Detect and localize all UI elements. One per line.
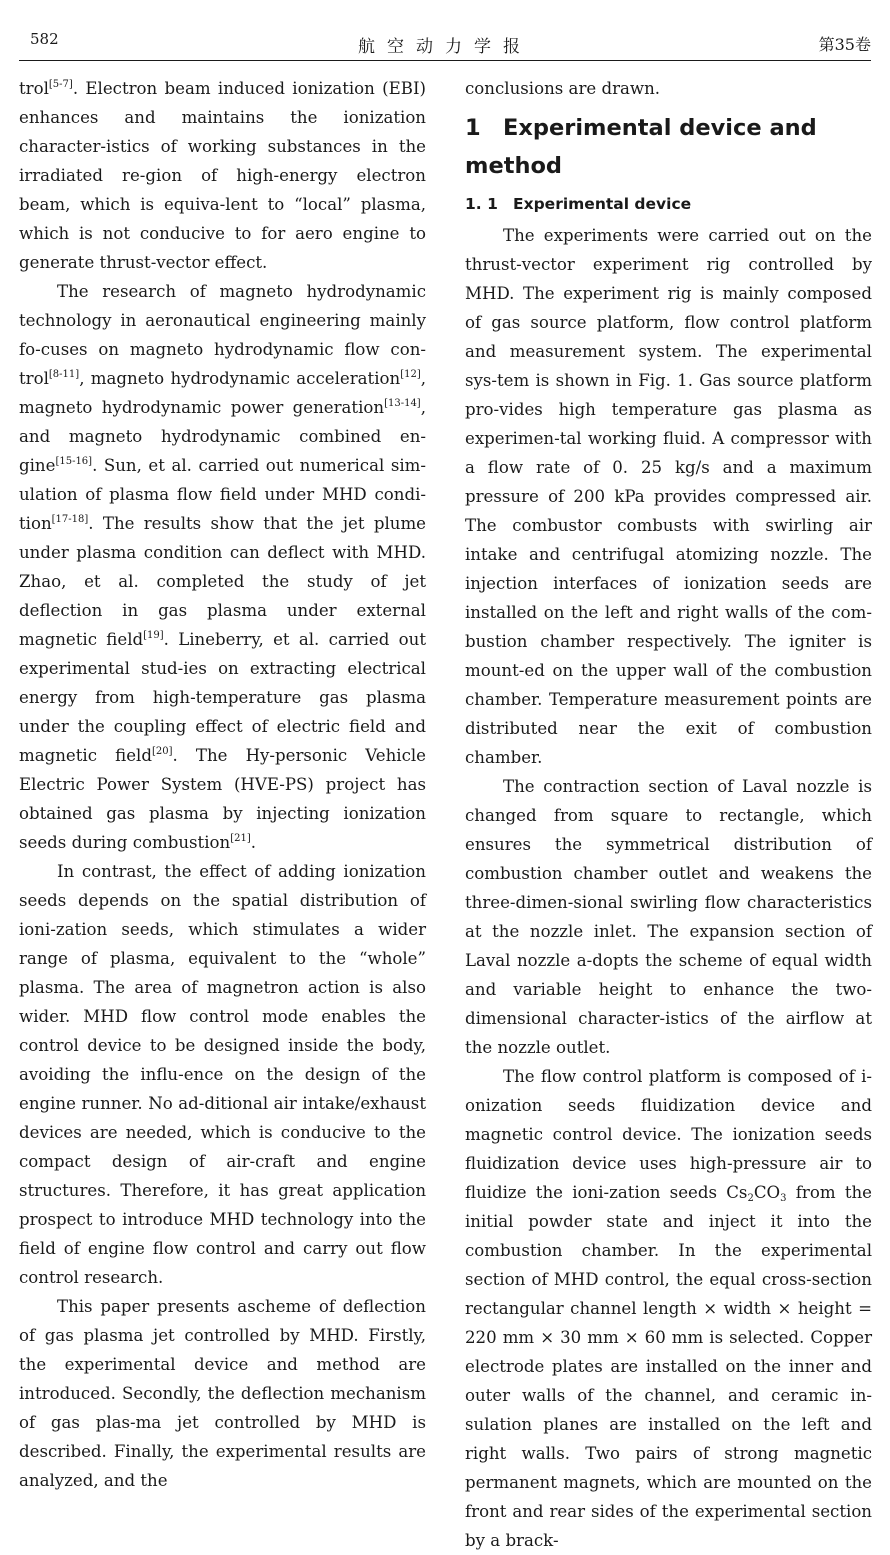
text-run: , magneto hydrodynamic power generation — [19, 369, 426, 417]
section-number: 1 — [465, 115, 481, 141]
right-paragraph-0: conclusions are drawn. — [465, 79, 661, 98]
left-column — [19, 74, 426, 1495]
volume-label: 第35卷 — [818, 35, 871, 54]
section-heading — [465, 109, 872, 185]
text-run: . — [250, 833, 257, 852]
left-paragraph-2 — [19, 277, 426, 857]
citation: [19] — [143, 630, 164, 641]
subscript: 2 — [747, 1193, 754, 1204]
text-run: . The results show that the jet plume under plasma condition can deflect with MHD. Zhao, et al. completed the study of jet deflection in gas plasma under external magnetic field — [19, 514, 426, 649]
citation: [12] — [400, 369, 421, 380]
journal-title: 航空动力学报 — [358, 37, 532, 57]
right-paragraph-2: The contraction section of Laval nozzle is changed from square to rectangle, which ensures the symmetrical distribution of combustion chamber outlet and weakens the three-dimen-sional swirling flow characteristics at the nozzle inlet. The expansion section of Laval nozzle a-dopts the scheme of equal width and variable height to enhance the two-dimensional character-istics of the airflow at the nozzle outlet. — [465, 777, 872, 1057]
citation: [8-11] — [48, 369, 80, 380]
citation: [5-7] — [48, 79, 73, 90]
page-header — [0, 0, 890, 62]
citation: [20] — [151, 746, 173, 757]
text-run: , magneto hydrodynamic acceleration — [79, 369, 401, 388]
text-run: , and magneto hydrodynamic combined en-gine — [19, 398, 426, 475]
text-run: . Lineberry, et al. carried out experimental stud-ies on extracting electrical energy from high-temperature gas plasma under the coupling effect of electric field and magnetic field — [19, 630, 426, 765]
header-rule — [19, 60, 871, 61]
text-run: . The Hy-personic Vehicle Electric Power System (HVE-PS) project has obtained gas plasma by injecting ionization seeds during combustion — [19, 746, 426, 852]
subsection-title: Experimental device — [513, 195, 692, 213]
text-run: . Electron beam induced ionization (EBI) enhances and maintains the ionization character-istics of working substances in the irradiated re-gion of high-energy electron beam, which is equiva-lent to “local” plasma, which is not conducive to for aero engine to generate thrust-vector effect. — [19, 79, 426, 272]
subsection-heading — [465, 191, 872, 217]
left-paragraph-4: This paper presents ascheme of deflection of gas plasma jet controlled by MHD. Firstly, the experimental device and method are introduced. Secondly, the deflection mechanism of gas plas-ma jet controlled by MHD is described. Finally, the experimental results are analyzed, and the — [19, 1297, 426, 1490]
subsection-number: 1. 1 — [465, 195, 498, 213]
page-number: 582 — [30, 30, 59, 48]
right-column — [465, 74, 872, 1555]
citation: [21] — [230, 833, 251, 844]
section-title: Experimental device and method — [465, 115, 817, 179]
text-run: CO — [753, 1183, 781, 1202]
right-paragraph-3 — [465, 1062, 872, 1555]
subscript: 3 — [780, 1193, 787, 1204]
left-paragraph-3: In contrast, the effect of adding ionization seeds depends on the spatial distribution of ioni-zation seeds, which stimulates a wider range of plasma, equivalent to the “whole” plasma. The area of magnetron action is also wider. MHD flow control mode enables the control device to be designed inside the body, avoiding the influ-ence on the design of the engine runner. No ad-ditional air intake/exhaust devices are needed, which is conducive to the compact design of air-craft and engine structures. Therefore, it has great application prospect to introduce MHD technology into the field of engine flow control and carry out flow control research. — [19, 862, 426, 1287]
text-run: from the initial powder state and inject it into the combustion chamber. In the experimental section of MHD control, the equal cross-section rectangular channel length × width × height = 220 mm × 30 mm × 60 mm is selected. Copper electrode plates are installed on the inner and outer walls of the channel, and ceramic in-sulation planes are installed on the left and right walls. Two pairs of strong magnetic permanent magnets, which are mounted on the front and rear sides of the experimental section by a brack- — [465, 1183, 872, 1550]
citation: [15-16] — [55, 456, 93, 467]
left-paragraph-1 — [19, 74, 426, 277]
text-run: trol — [19, 79, 49, 98]
citation: [17-18] — [51, 514, 89, 525]
text-run: The research of magneto hydrodynamic technology in aeronautical engineering mainly fo-cuses on magneto hydrodynamic flow con-trol — [19, 282, 426, 388]
text-run: . Sun, et al. carried out numerical sim-ulation of plasma flow field under MHD condi-tion — [19, 456, 426, 533]
text-run: The flow control platform is composed of i-onization seeds fluidization device and magnetic control device. The ionization seeds fluidization device uses high-pressure air to fluidize the ioni-zation seeds Cs — [465, 1067, 872, 1202]
right-paragraph-1: The experiments were carried out on the thrust-vector experiment rig controlled by MHD. The experiment rig is mainly composed of gas source platform, flow control platform and measurement system. The experimental sys-tem is shown in Fig. 1. Gas source platform pro-vides high temperature gas plasma as experimen-tal working fluid. A compressor with a flow rate of 0. 25 kg/s and a maximum pressure of 200 kPa provides compressed air. The combustor combusts with swirling air intake and centrifugal atomizing nozzle. The injection interfaces of ionization seeds are installed on the left and right walls of the com-bustion chamber respectively. The igniter is mount-ed on the upper wall of the combustion chamber. Temperature measurement points are distributed near the exit of combustion chamber. — [465, 226, 872, 767]
citation: [13-14] — [384, 398, 421, 409]
